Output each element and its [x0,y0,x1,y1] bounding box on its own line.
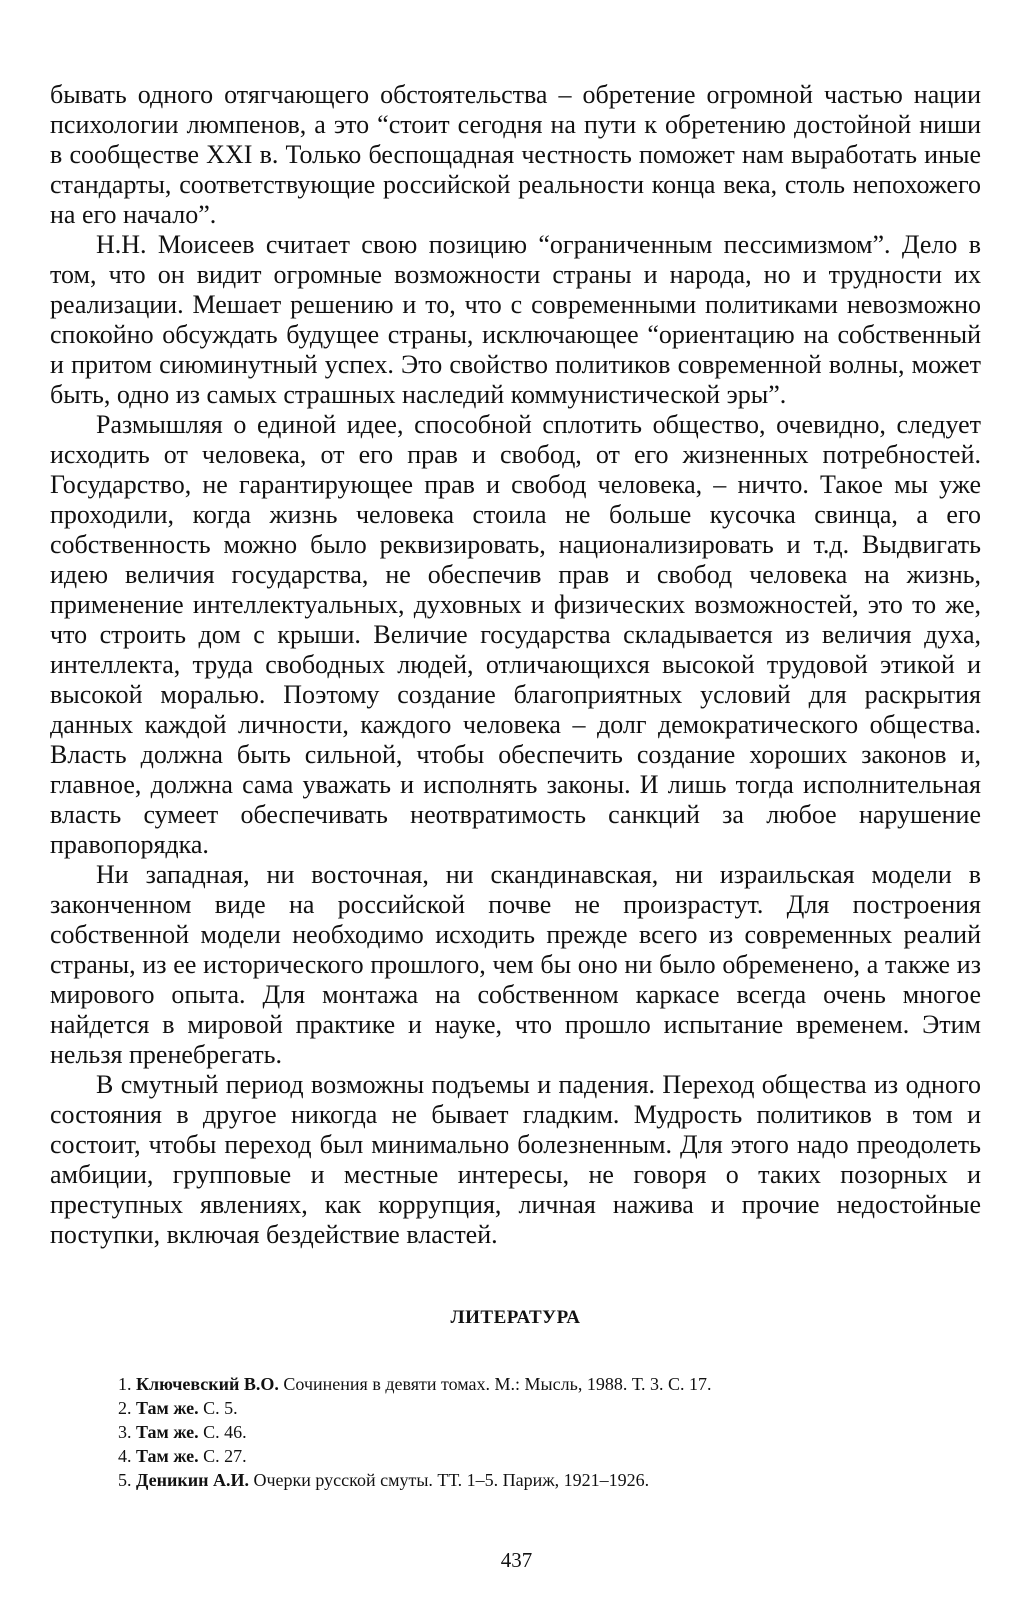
reference-number: 2. [118,1398,132,1418]
reference-author: Деникин А.И. [136,1470,249,1490]
reference-text: С. 27. [203,1446,247,1466]
reference-item [118,1420,981,1444]
reference-item [118,1444,981,1468]
body-paragraph: Размышляя о единой идее, способной сплотить общество, очевидно, следует исходить от человека, от его прав и свобод, от его жизненных потребностей. Государство, не гарантирующее прав и свобод человека, – ничто. Такое мы уже проходили, когда жизнь человека стоила не больше кусочка свинца, а его собственность можно было реквизировать, национализировать и т.д. Выдвигать идею величия государства, не обеспечив прав и свобод человека на жизнь, применение интеллектуальных, духовных и физических возможностей, это то же, что строить дом с крыши. Величие государства складывается из величия духа, интеллекта, труда свободных людей, отличающихся высокой трудовой этикой и высокой моралью. Поэтому создание благоприятных условий для раскрытия данных каждой личности, каждого человека – долг демократического общества. Власть должна быть сильной, чтобы обеспечить создание хороших законов и, главное, должна сама уважать и исполнять законы. И лишь тогда исполнительная власть сумеет обеспечивать неотвратимость санкций за любое нарушение правопорядка. [50,410,981,859]
page-content [50,80,981,1492]
body-paragraph: бывать одного отягчающего обстоятельства – обретение огромной частью нации психологии люмпенов, а это “стоит сегодня на пути к обретению достойной ниши в сообществе XXI в. Только беспощадная честность поможет нам выработать иные стандарты, соответствующие российской реальности конца века, столь непохожего на его начало”. [50,80,981,229]
reference-number: 3. [118,1422,132,1442]
reference-item [118,1396,981,1420]
reference-number: 5. [118,1470,132,1490]
reference-author: Там же. [136,1422,199,1442]
reference-number: 4. [118,1446,132,1466]
reference-item [118,1372,981,1396]
reference-item [118,1468,981,1492]
reference-text: Очерки русской смуты. ТТ. 1–5. Париж, 1921–1926. [253,1470,650,1490]
body-paragraph: Н.Н. Моисеев считает свою позицию “ограниченным пессимизмом”. Дело в том, что он видит огромные возможности страны и народа, но и трудности их реализации. Мешает решению и то, что с современными политиками невозможно спокойно обсуждать будущее страны, исключающее “ориентацию на собственный и притом сиюминутный успех. Это свойство политиков современной волны, может быть, одно из самых страшных наследий коммунистической эры”. [50,230,981,409]
body-paragraph: В смутный период возможны подъемы и падения. Переход общества из одного состояния в другое никогда не бывает гладким. Мудрость политиков в том и состоит, чтобы переход был минимально болезненным. Для этого надо преодолеть амбиции, групповые и местные интересы, не говоря о таких позорных и преступных явлениях, как коррупция, личная нажива и прочие недостойные поступки, включая бездействие властей. [50,1070,981,1249]
reference-author: Там же. [136,1446,199,1466]
reference-number: 1. [118,1374,132,1394]
reference-text: Сочинения в девяти томах. М.: Мысль, 1988. Т. 3. С. 17. [283,1374,712,1394]
reference-text: С. 5. [203,1398,238,1418]
page-number: 437 [500,1548,533,1572]
literature-heading: ЛИТЕРАТУРА [450,1307,581,1328]
reference-author: Ключевский В.О. [136,1374,279,1394]
reference-author: Там же. [136,1398,199,1418]
body-paragraph: Ни западная, ни восточная, ни скандинавская, ни израильская модели в законченном виде на российской почве не произрастут. Для построения собственной модели необходимо исходить прежде всего из современных реалий страны, из ее исторического прошлого, чем бы оно ни было обременено, а также из мирового опыта. Для монтажа на собственном каркасе всегда очень многое найдется в мировой практике и науке, что прошло испытание временем. Этим нельзя пренебрегать. [50,860,981,1069]
reference-text: С. 46. [203,1422,247,1442]
reference-list [50,1372,981,1492]
